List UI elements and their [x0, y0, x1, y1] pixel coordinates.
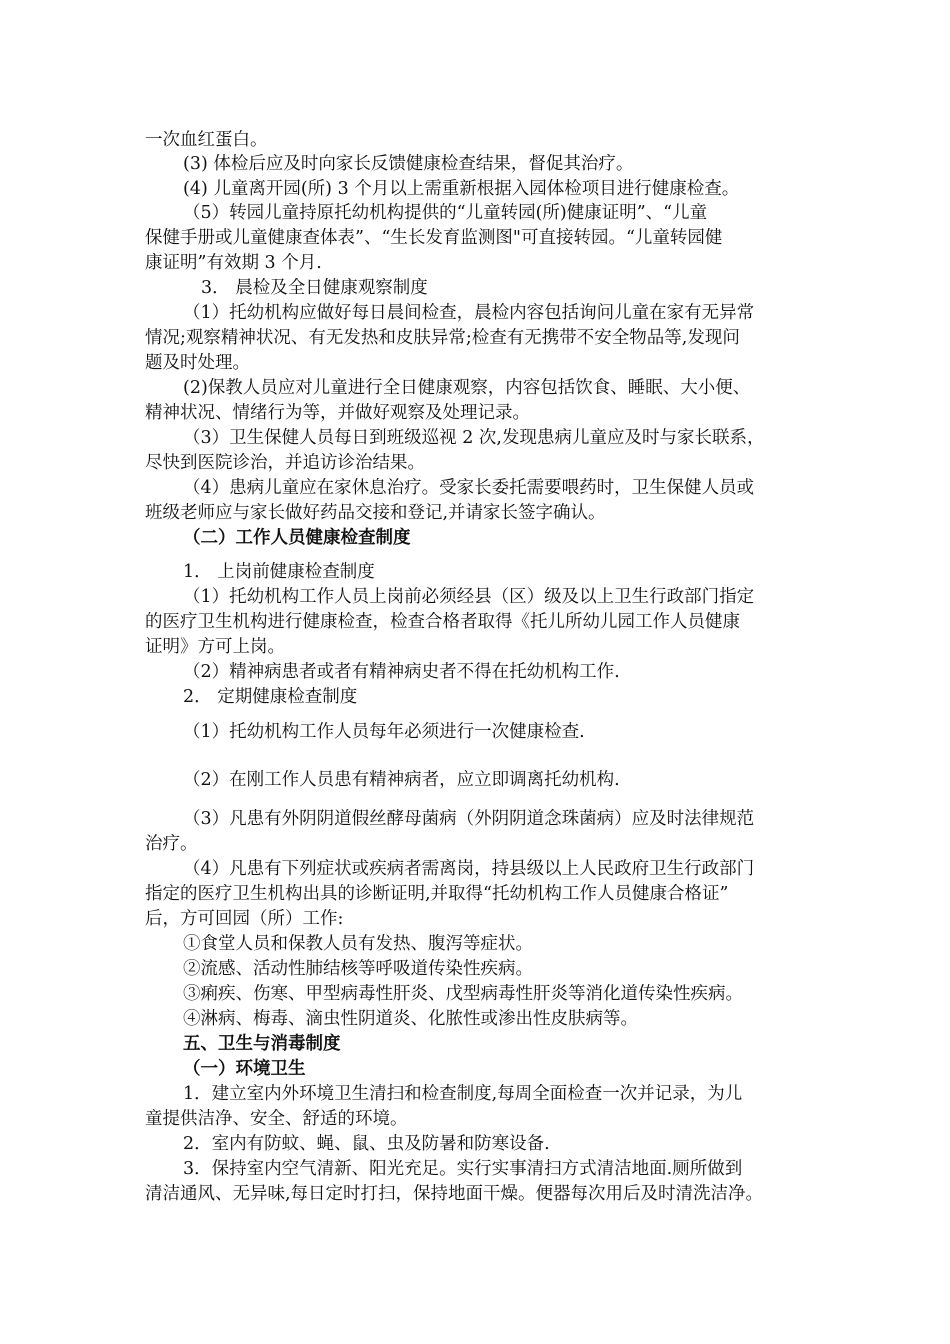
text-line: (2)保教人员应对儿童进行全日健康观察，内容包括饮食、睡眠、大小便、	[183, 378, 751, 398]
text-line: 2． 定期健康检查制度	[183, 687, 358, 707]
text-line: （1）托幼机构工作人员每年必须进行一次健康检查.	[183, 722, 585, 742]
text-line: 1．建立室内外环境卫生清扫和检查制度,每周全面检查一次并记录，为儿	[183, 1084, 743, 1104]
text-line: （5）转园儿童持原托幼机构提供的“儿童转园(所)健康证明”、“儿童	[183, 203, 708, 223]
text-line: （4）患病儿童应在家休息治疗。受家长委托需要喂药时，卫生保健人员或	[183, 478, 755, 498]
text-line: ③痢疾、伤寒、甲型病毒性肝炎、戊型病毒性肝炎等消化道传染性疾病。	[183, 984, 743, 1004]
text-line: （2）在刚工作人员患有精神病者，应立即调离托幼机构.	[183, 770, 620, 790]
text-line: （3）凡患有外阴阴道假丝酵母菌病（外阴阴道念珠菌病）应及时法律规范	[183, 809, 755, 829]
text-line: 班级老师应与家长做好药品交接和登记,并请家长签字确认。	[145, 503, 606, 523]
text-line: 题及时处理。	[145, 353, 250, 373]
text-line: ②流感、活动性肺结核等呼吸道传染性疾病。	[183, 959, 533, 979]
text-line: 2．室内有防蚊、蝇、鼠、虫及防暑和防寒设备.	[183, 1134, 550, 1154]
text-line: 后，方可回园（所）工作:	[145, 909, 344, 929]
section-heading: （二）工作人员健康检查制度	[183, 528, 411, 548]
text-line: 的医疗卫生机构进行健康检查，检查合格者取得《托儿所幼儿园工作人员健康	[145, 612, 740, 632]
text-line: 治疗。	[145, 834, 198, 854]
text-line: （1）托幼机构工作人员上岗前必须经县（区）级及以上卫生行政部门指定	[183, 587, 755, 607]
text-line: 童提供洁净、安全、舒适的环境。	[145, 1109, 408, 1129]
text-line: 指定的医疗卫生机构出具的诊断证明,并取得“托幼机构工作人员健康合格证”	[145, 884, 729, 904]
text-line: 精神状况、情绪行为等，并做好观察及处理记录。	[145, 403, 530, 423]
text-line: （2）精神病患者或者有精神病史者不得在托幼机构工作.	[183, 662, 620, 682]
text-line: （4）凡患有下列症状或疾病者需离岗，持县级以上人民政府卫生行政部门	[183, 859, 755, 879]
text-line: 尽快到医院诊治，并追访诊治结果。	[145, 453, 425, 473]
text-line: （1）托幼机构应做好每日晨间检查，晨检内容包括询问儿童在家有无异常	[183, 303, 755, 323]
text-line: (4) 儿童离开园(所) 3 个月以上需重新根据入园体检项目进行健康检查。	[183, 179, 740, 199]
text-line: (3) 体检后应及时向家长反馈健康检查结果，督促其治疗。	[183, 154, 634, 174]
text-line: ④淋病、梅毒、滴虫性阴道炎、化脓性或渗出性皮肤病等。	[183, 1009, 638, 1029]
text-line: ①食堂人员和保教人员有发热、腹泻等症状。	[183, 934, 533, 954]
text-line: 证明》方可上岗。	[145, 637, 285, 657]
text-line: 1． 上岗前健康检查制度	[183, 562, 375, 582]
text-line: 情况;观察精神状况、有无发热和皮肤异常;检查有无携带不安全物品等,发现问	[145, 328, 740, 348]
section-heading: （一）环境卫生	[183, 1059, 306, 1079]
text-line: 清洁通风、无异味,每日定时打扫，保持地面干燥。便器每次用后及时清洗洁净。	[145, 1184, 764, 1204]
text-line: （3）卫生保健人员每日到班级巡视 2 次,发现患病儿童应及时与家长联系，	[183, 428, 765, 448]
section-heading: 五、卫生与消毒制度	[183, 1034, 341, 1054]
text-line: 保健手册或儿童健康查体表”、“生长发育监测图"可直接转园。“儿童转园健	[145, 228, 723, 248]
text-line: 3．保持室内空气清新、阳光充足。实行实事清扫方式清洁地面.厕所做到	[183, 1159, 743, 1179]
text-line: 3． 晨检及全日健康观察制度	[201, 278, 428, 298]
text-line: 康证明”有效期 3 个月.	[145, 253, 322, 273]
text-line: 一次血红蛋白。	[145, 130, 268, 150]
